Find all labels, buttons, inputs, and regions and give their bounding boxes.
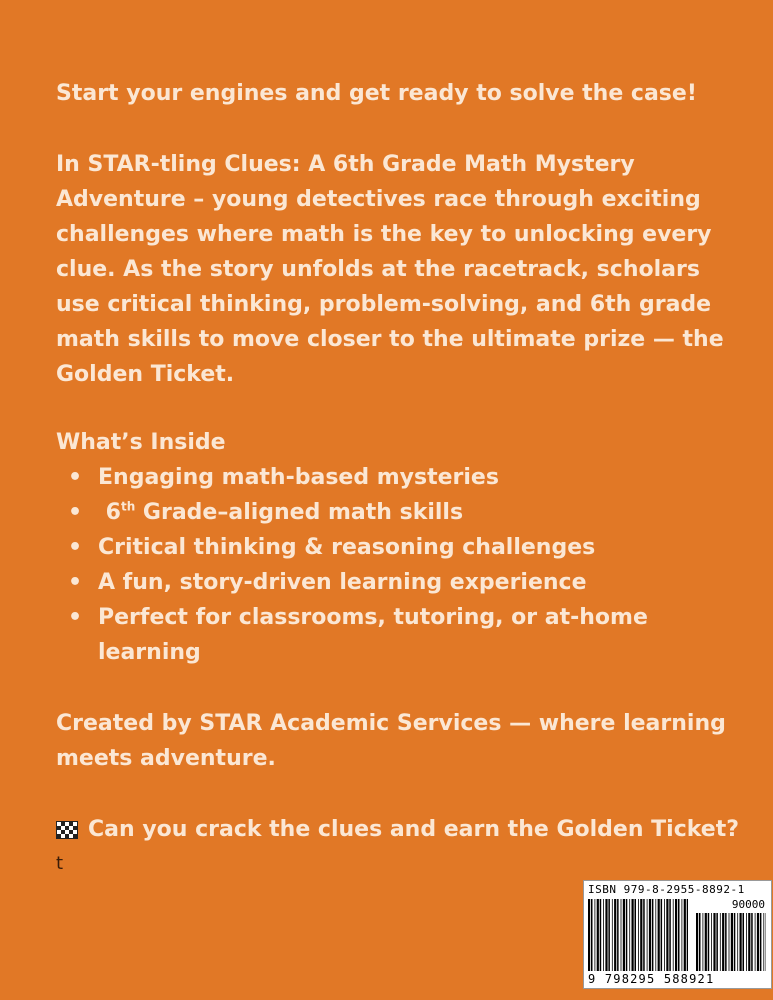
- grade-suffix: th: [120, 499, 136, 514]
- created-by-line: Created by STAR Academic Services — where learning meets adventure.: [56, 711, 726, 771]
- barcode-bars: [588, 899, 766, 971]
- grade-number: 6: [105, 500, 121, 525]
- list-item: • A fun, story-driven learning experience: [56, 565, 706, 600]
- isbn-label: ISBN 979-8-2955-8892-1: [588, 883, 745, 896]
- list-item: • Engaging math-based mysteries: [56, 460, 706, 495]
- isbn-barcode: [583, 880, 772, 989]
- grade-text: Grade–aligned math skills: [135, 500, 464, 525]
- call-to-action: [56, 812, 739, 847]
- cta-text: Can you crack the clues and earn the Golden Ticket?: [88, 817, 739, 842]
- list-item: [56, 495, 706, 530]
- checkered-flag-icon: [56, 821, 78, 839]
- list-item: • Critical thinking & reasoning challenges: [56, 530, 706, 565]
- whats-inside-heading: What’s Inside: [56, 430, 226, 455]
- barcode-main-bars: [588, 899, 688, 971]
- price-code: 90000: [731, 898, 765, 911]
- intro-paragraph: In STAR-tling Clues: A 6th Grade Math Mystery Adventure – young detectives race through exciting challenges where math is the key to unlocking every clue. As the story unfolds at the racetrack, scholars use critical thinking, problem-solving, and 6th grade math skills to move closer to the ultimate prize — the Golden Ticket.: [56, 152, 724, 387]
- headline: Start your engines and get ready to solve the case!: [56, 81, 697, 106]
- feature-list: [56, 460, 706, 670]
- list-item: • Perfect for classrooms, tutoring, or at-home learning: [56, 600, 706, 670]
- barcode-addon-bars: [696, 913, 766, 971]
- stray-character: t: [56, 853, 64, 874]
- barcode-digits: 9 798295 588921: [588, 972, 715, 986]
